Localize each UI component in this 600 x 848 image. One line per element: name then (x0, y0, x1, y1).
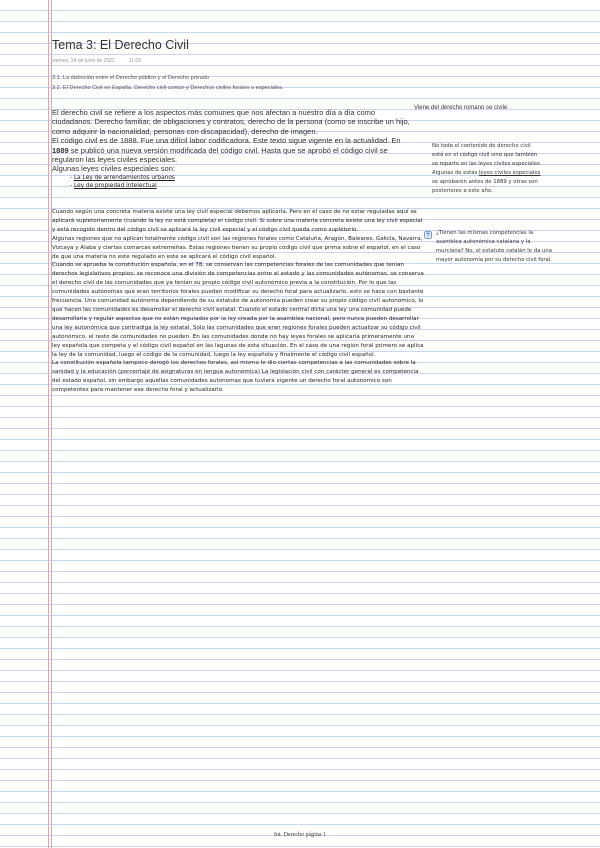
page-time: 11:09 (128, 58, 141, 64)
body-paragraph: Cuando se aprueba la constitución española, en el 78, se conservan las competencias forales de las comunidades que tenían derechos legislativos propios, se reconoce una división de competencias entre el estado y las comunidades autónomas, se conserva el derecho civil de las comunidades que ya tenían su propio código civil autonómico previa a la constitución. Por lo que las comunidades autónomas que eran territorios forales pueden modificar su derecho foral para actualizarlo, esto se hace con bastante frecuencia. Una comunidad autónoma dependiendo de su estatuto de autonomía pueden crear su propio código civil autonómico, lo que hacen las comunidades es desarrollar el derecho civil estatal. Cuando el estado central dicta una ley una comunidad puede desarrollarla y regular aspectos que no están regulados por la ley creada por la asamblea nacional, pero nunca pueden desarrollar una ley autonómica que contradiga la ley estatal. Solo las comunidades que eran regiones forales pueden actualizar su código civil autonómico, el resto de comunidades no pueden. En las comunidades donde no hay leyes forales se aplicaría primeramente una ley española que competa y el código civil español en las lagunas de esta situación. En el caso de una región foral primero se aplica la ley de la comunidad, luego el código de la comunidad, luego la ley española y finalmente el código civil español. (52, 262, 424, 358)
body-text (52, 208, 424, 395)
side-note: No todo el contenido de derecho civil está en el código civil sino que también se reparte en las leyes civiles especiales. Algunas de estas leyes civiles especiales se aprobaron antes de 1889 y otras son posteriores a este año. (432, 143, 542, 194)
body-paragraph: Cuando según una concreta materia existe una ley civil especial debemos aplicarla. Pero en el caso de no estar reguladas aquí se aplicará supletoriamente (cuando la ley no está completa) el código civil. Si sobre una materia concreta existe una ley civil especial y está recogido dentro del código civil se aplicará la ley civil especial y el código civil queda como supletorio. (52, 209, 423, 233)
body-paragraph: Algunas regiones que no aplican totalmente código civil son las regiones forales como Cataluña, Aragón, Baleares, Galicia, Navarra, Vizcaya y Alaba y ciertas comarcas extremeñas. Estas regiones tienen su propio código civil que prima sobre el español, en el caso de que una materia no este regulado en este se aplicará el código civil español. (52, 235, 423, 260)
bold-year: 1889 (52, 145, 69, 155)
side-note: Viene del derecho romano se civile (414, 105, 508, 111)
law-link[interactable]: La Ley de arrendamientos urbanos (73, 174, 175, 181)
law-link[interactable]: Ley de propiedad intelectual (73, 183, 157, 190)
intro-section (52, 108, 412, 191)
body-paragraph: La constitución española tampoco derogó los derechos forales, así mismo le dio ciertas competencias a las comunidades sobre la sanidad y la educación (porcentaje de asignaturas en lengua autonómica) La legislación civil con carácter general es competencia del estado español, sin embargo aquellas comunidades autónomas que tuviera vigente un derecho foral autonómico son competentes para mantener ese derecho foral y actualizarlo. (52, 360, 419, 394)
toc-item: 3.2. El Derecho Civil en España. Derecho civil común y Derechos civiles forales o especiales. (52, 84, 284, 91)
margin-line (48, 0, 49, 848)
intro-paragraph: Algunas leyes civiles especiales son: (52, 164, 175, 174)
toc-item: 3.1. La distinción entre el Derecho público y el Derecho privado (52, 75, 210, 81)
underlined-text: leyes civiles especiales (478, 169, 541, 176)
laws-list (52, 174, 412, 191)
page-title: Tema 3: El Derecho Civil (52, 38, 189, 52)
intro-paragraph: El derecho civil se refiere a los aspectos más comunes que nos afectan a nuestro día a día como ciudadanos. Derecho familiar, de obligaciones y contratos, derecho de la persona (como se inscribe un hijo, como adquirir la nacionalidad, personas con discapacidad), derecho de imagen. (52, 108, 410, 136)
list-item (70, 182, 412, 191)
page-datetime (52, 58, 141, 64)
page-footer: Int. Derecho página 1 (274, 832, 326, 838)
intro-paragraph: El código civil es de 1888. Fue una difícil labor codificadora. Este texto sigue vigente en la actualidad. En 1889 se publicó una nueva versión modificada del código civil. Hasta que se aprobó el código civil se regularon las leyes civiles especiales. (52, 136, 401, 165)
page-date: viernes, 24 de junio de 2022 (52, 58, 115, 64)
question-note: ¿Tienen las mismas competencias la asamblea autonómica catalana y la murciana? No, el estatuto catalán le da una mayor autonomía por su derecho civil foral. (436, 230, 552, 263)
question-mark-icon (424, 231, 432, 239)
list-item (70, 174, 412, 183)
table-of-contents (52, 74, 284, 93)
